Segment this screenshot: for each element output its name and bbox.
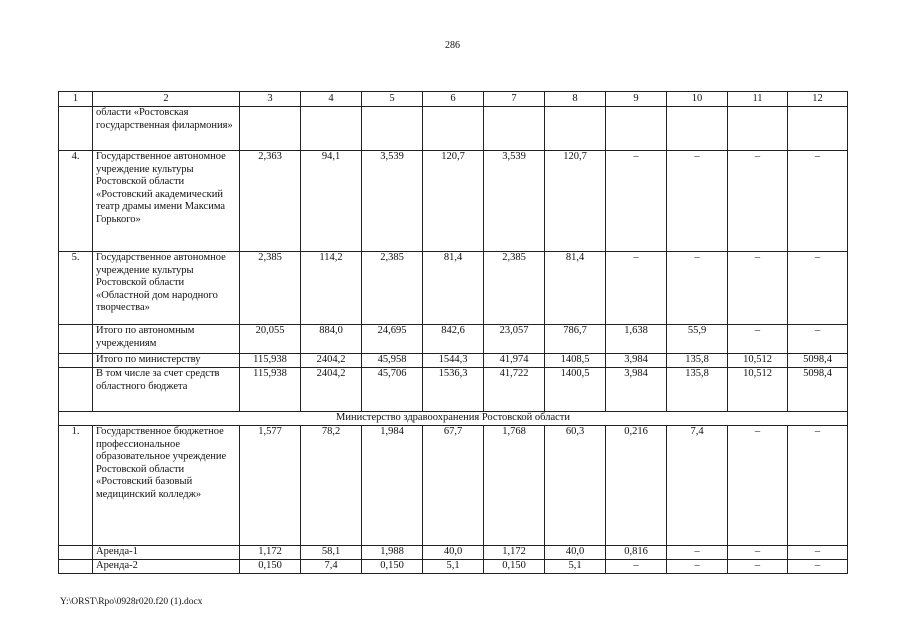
row-name: Аренда-1 <box>93 546 240 560</box>
row-number <box>59 107 93 151</box>
value-cell: 45,958 <box>362 354 423 368</box>
header-cell: 6 <box>423 92 484 107</box>
footer-file-path: Y:\ORST\Rpo\0928r020.f20 (1).docx <box>60 597 203 607</box>
value-cell: 58,1 <box>301 546 362 560</box>
value-cell: 5098,4 <box>788 354 848 368</box>
value-cell: 10,512 <box>728 354 788 368</box>
row-number: 5. <box>59 252 93 325</box>
value-cell: 115,938 <box>240 368 301 412</box>
value-cell <box>788 107 848 151</box>
header-cell: 8 <box>545 92 606 107</box>
row-name: Аренда-2 <box>93 560 240 574</box>
table-row <box>59 354 848 368</box>
value-cell <box>423 107 484 151</box>
value-cell: 1,172 <box>240 546 301 560</box>
row-number <box>59 354 93 368</box>
value-cell: 10,512 <box>728 368 788 412</box>
row-name: Государственное автономное учреждение культуры Ростовской области «Ростовский академический театр драмы имени Максима Горького» <box>93 151 240 252</box>
value-cell: 0,216 <box>606 426 667 546</box>
row-name: В том числе за счет средств областного бюджета <box>93 368 240 412</box>
value-cell: 3,984 <box>606 368 667 412</box>
row-name: Государственное автономное учреждение культуры Ростовской области «Областной дом народного творчества» <box>93 252 240 325</box>
row-number <box>59 560 93 574</box>
table-row <box>59 546 848 560</box>
value-cell: – <box>788 252 848 325</box>
value-cell: 41,974 <box>484 354 545 368</box>
value-cell: 1400,5 <box>545 368 606 412</box>
value-cell: 114,2 <box>301 252 362 325</box>
row-number <box>59 368 93 412</box>
row-name: Итого по министерству <box>93 354 240 368</box>
value-cell: 7,4 <box>301 560 362 574</box>
value-cell: 884,0 <box>301 325 362 354</box>
value-cell: – <box>667 151 728 252</box>
value-cell: – <box>788 426 848 546</box>
value-cell: 1536,3 <box>423 368 484 412</box>
value-cell: 115,938 <box>240 354 301 368</box>
header-cell: 2 <box>93 92 240 107</box>
value-cell: 1,984 <box>362 426 423 546</box>
value-cell: 5098,4 <box>788 368 848 412</box>
header-cell: 12 <box>788 92 848 107</box>
section-title: Министерство здравоохранения Ростовской области <box>59 412 848 426</box>
value-cell: – <box>728 325 788 354</box>
value-cell: 135,8 <box>667 368 728 412</box>
value-cell <box>545 107 606 151</box>
value-cell <box>301 107 362 151</box>
value-cell: 40,0 <box>423 546 484 560</box>
header-row <box>59 92 848 107</box>
value-cell: – <box>667 560 728 574</box>
value-cell: – <box>728 560 788 574</box>
value-cell: 45,706 <box>362 368 423 412</box>
value-cell: 2,385 <box>362 252 423 325</box>
header-cell: 4 <box>301 92 362 107</box>
value-cell: 1,577 <box>240 426 301 546</box>
header-cell: 5 <box>362 92 423 107</box>
section-row <box>59 412 848 426</box>
value-cell: 2,385 <box>484 252 545 325</box>
value-cell: 135,8 <box>667 354 728 368</box>
value-cell <box>728 107 788 151</box>
value-cell: – <box>606 151 667 252</box>
value-cell: 24,695 <box>362 325 423 354</box>
value-cell: 0,816 <box>606 546 667 560</box>
row-number: 4. <box>59 151 93 252</box>
value-cell: 78,2 <box>301 426 362 546</box>
row-name: Государственное бюджетное профессиональное образовательное учреждение Ростовской области «Ростовский базовый медицинский колледж» <box>93 426 240 546</box>
value-cell: 120,7 <box>545 151 606 252</box>
value-cell: 120,7 <box>423 151 484 252</box>
value-cell: 0,150 <box>240 560 301 574</box>
value-cell: 1,988 <box>362 546 423 560</box>
value-cell: 1,638 <box>606 325 667 354</box>
value-cell: 94,1 <box>301 151 362 252</box>
table-row <box>59 151 848 252</box>
table-row <box>59 107 848 151</box>
value-cell: 0,150 <box>362 560 423 574</box>
value-cell: 81,4 <box>423 252 484 325</box>
value-cell: – <box>788 560 848 574</box>
header-cell: 9 <box>606 92 667 107</box>
row-number: 1. <box>59 426 93 546</box>
table-row <box>59 252 848 325</box>
value-cell: 2404,2 <box>301 354 362 368</box>
row-number <box>59 546 93 560</box>
value-cell: – <box>606 252 667 325</box>
value-cell: 3,539 <box>362 151 423 252</box>
value-cell: 3,984 <box>606 354 667 368</box>
value-cell: 786,7 <box>545 325 606 354</box>
table-row <box>59 560 848 574</box>
header-cell: 1 <box>59 92 93 107</box>
value-cell: – <box>788 546 848 560</box>
value-cell: 81,4 <box>545 252 606 325</box>
value-cell: – <box>606 560 667 574</box>
table-row <box>59 426 848 546</box>
value-cell: 1,172 <box>484 546 545 560</box>
value-cell: 55,9 <box>667 325 728 354</box>
value-cell: 5,1 <box>545 560 606 574</box>
value-cell: 5,1 <box>423 560 484 574</box>
row-name: области «Ростовская государственная филармония» <box>93 107 240 151</box>
row-number <box>59 325 93 354</box>
value-cell: 2,363 <box>240 151 301 252</box>
table-row <box>59 325 848 354</box>
value-cell: – <box>728 426 788 546</box>
value-cell <box>484 107 545 151</box>
value-cell: – <box>728 546 788 560</box>
value-cell: 20,055 <box>240 325 301 354</box>
value-cell: 7,4 <box>667 426 728 546</box>
value-cell: – <box>667 546 728 560</box>
value-cell: 3,539 <box>484 151 545 252</box>
value-cell: 1,768 <box>484 426 545 546</box>
value-cell: 60,3 <box>545 426 606 546</box>
value-cell: – <box>728 151 788 252</box>
value-cell: 2,385 <box>240 252 301 325</box>
value-cell: 2404,2 <box>301 368 362 412</box>
data-table <box>58 91 848 574</box>
page-number: 286 <box>445 40 460 51</box>
value-cell: 1544,3 <box>423 354 484 368</box>
value-cell: 1408,5 <box>545 354 606 368</box>
value-cell <box>606 107 667 151</box>
value-cell: 0,150 <box>484 560 545 574</box>
value-cell: 67,7 <box>423 426 484 546</box>
header-cell: 10 <box>667 92 728 107</box>
value-cell: 40,0 <box>545 546 606 560</box>
value-cell: – <box>667 252 728 325</box>
header-cell: 11 <box>728 92 788 107</box>
value-cell: – <box>788 325 848 354</box>
value-cell: – <box>728 252 788 325</box>
value-cell: 842,6 <box>423 325 484 354</box>
value-cell: – <box>788 151 848 252</box>
value-cell: 41,722 <box>484 368 545 412</box>
header-cell: 3 <box>240 92 301 107</box>
value-cell <box>667 107 728 151</box>
header-cell: 7 <box>484 92 545 107</box>
table-row <box>59 368 848 412</box>
value-cell <box>362 107 423 151</box>
value-cell <box>240 107 301 151</box>
row-name: Итого по автономным учреждениям <box>93 325 240 354</box>
value-cell: 23,057 <box>484 325 545 354</box>
